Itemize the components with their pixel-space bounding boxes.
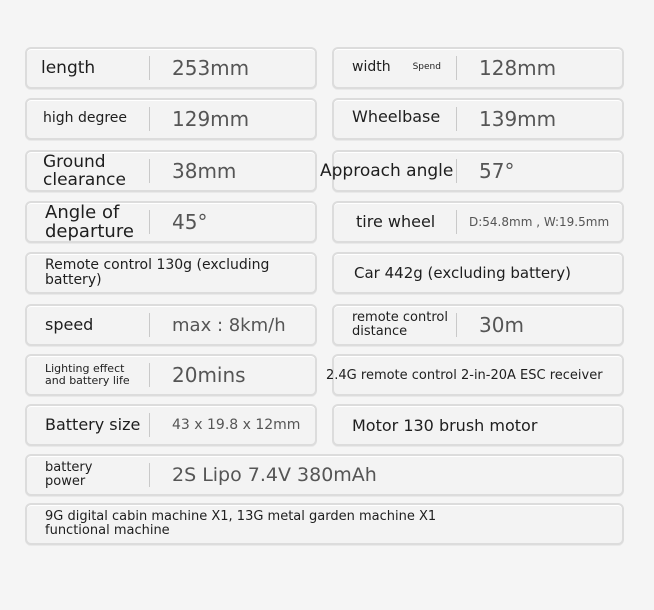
spec-label: speed bbox=[45, 315, 94, 335]
spec-value: 139mm bbox=[479, 107, 557, 131]
spec-label: Wheelbase bbox=[352, 107, 441, 127]
spec-label-line2: distance bbox=[352, 324, 408, 339]
spec-text: 2.4G remote control 2-in-20A ESC receiver bbox=[326, 367, 603, 383]
spec-label bbox=[352, 306, 448, 344]
spec-label-line1: Angle of bbox=[45, 201, 120, 223]
spec-lighting-battery-life bbox=[25, 354, 317, 396]
spec-label bbox=[45, 456, 92, 494]
spec-value: 129mm bbox=[172, 107, 250, 131]
spec-value: max : 8km/h bbox=[172, 314, 286, 336]
spec-value: 45° bbox=[172, 210, 208, 234]
spec-label-subtext: Spend bbox=[412, 62, 441, 73]
divider bbox=[149, 56, 150, 80]
divider bbox=[149, 210, 150, 234]
spec-label-line1: remote control bbox=[352, 309, 448, 325]
spec-text-line1: Remote control 130g (excluding bbox=[45, 256, 270, 273]
spec-value: 57° bbox=[479, 159, 515, 183]
spec-servo bbox=[25, 503, 624, 545]
spec-remote-distance bbox=[332, 304, 624, 346]
divider bbox=[456, 159, 457, 183]
spec-width bbox=[332, 47, 624, 89]
divider bbox=[149, 463, 150, 487]
spec-value: 253mm bbox=[172, 56, 250, 80]
spec-label-line2: and battery life bbox=[45, 374, 130, 387]
spec-ground-clearance bbox=[25, 150, 317, 192]
spec-label: tire wheel bbox=[356, 212, 436, 232]
spec-label: high degree bbox=[43, 110, 128, 127]
divider bbox=[456, 313, 457, 337]
divider bbox=[149, 313, 150, 337]
spec-label-line1: battery bbox=[45, 459, 93, 475]
spec-approach-angle bbox=[320, 150, 624, 192]
spec-label bbox=[45, 356, 130, 394]
spec-text bbox=[45, 505, 614, 543]
spec-label: Approach angle bbox=[320, 160, 454, 181]
spec-length bbox=[25, 47, 317, 89]
spec-value: D:54.8mm , W:19.5mm bbox=[469, 215, 610, 229]
spec-battery-power bbox=[25, 454, 624, 496]
divider bbox=[456, 210, 457, 234]
spec-car-weight bbox=[332, 252, 624, 294]
spec-value: 38mm bbox=[172, 159, 237, 183]
spec-label-line1: Ground bbox=[43, 151, 106, 172]
spec-label-line2: departure bbox=[45, 221, 134, 242]
spec-label-line1: Lighting effect bbox=[45, 362, 125, 376]
spec-value: 43 x 19.8 x 12mm bbox=[172, 417, 301, 433]
divider bbox=[149, 107, 150, 131]
spec-wheelbase bbox=[332, 98, 624, 140]
spec-speed bbox=[25, 304, 317, 346]
divider bbox=[149, 363, 150, 387]
spec-high-degree bbox=[25, 98, 317, 140]
spec-label bbox=[45, 203, 134, 241]
spec-label-text: width bbox=[352, 59, 391, 76]
spec-label bbox=[352, 49, 441, 87]
spec-battery-size bbox=[25, 404, 317, 446]
spec-motor bbox=[332, 404, 624, 446]
spec-text-line2: battery) bbox=[45, 272, 102, 288]
spec-receiver bbox=[326, 354, 624, 396]
spec-label-line2: power bbox=[45, 474, 86, 489]
spec-remote-control-weight bbox=[25, 252, 317, 294]
spec-tire-wheel bbox=[332, 201, 624, 243]
divider bbox=[149, 413, 150, 437]
spec-text: Car 442g (excluding battery) bbox=[354, 264, 571, 282]
spec-departure-angle bbox=[25, 201, 317, 243]
spec-value: 128mm bbox=[479, 56, 557, 80]
divider bbox=[149, 159, 150, 183]
spec-label: length bbox=[41, 57, 96, 78]
divider bbox=[456, 107, 457, 131]
divider bbox=[456, 56, 457, 80]
spec-text bbox=[45, 254, 307, 292]
spec-text-line2: functional machine bbox=[45, 523, 170, 538]
spec-label: Battery size bbox=[45, 415, 141, 435]
spec-text: Motor 130 brush motor bbox=[352, 415, 538, 435]
spec-value: 30m bbox=[479, 313, 524, 337]
spec-label bbox=[43, 152, 126, 190]
spec-label-line2: clearance bbox=[43, 170, 126, 190]
spec-value: 20mins bbox=[172, 363, 246, 387]
spec-text-line1: 9G digital cabin machine X1, 13G metal garden machine X1 bbox=[45, 508, 437, 524]
spec-value: 2S Lipo 7.4V 380mAh bbox=[172, 464, 377, 486]
